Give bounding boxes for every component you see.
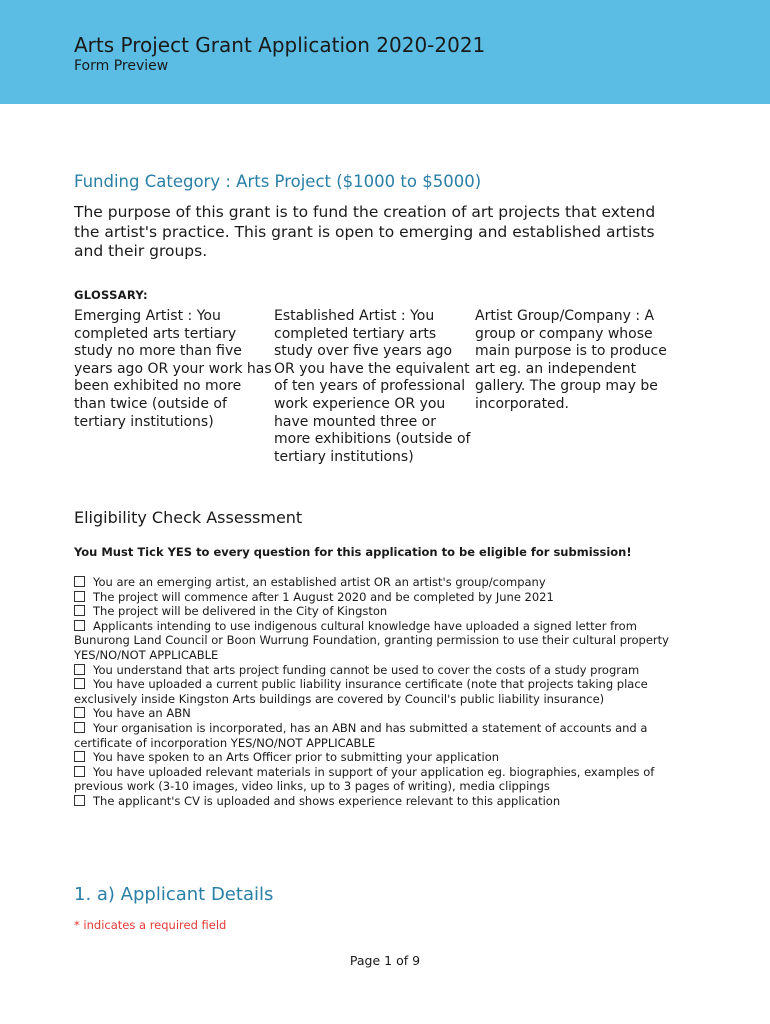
check-label: You understand that arts project funding cannot be used to cover the costs of a study program [93, 662, 640, 677]
check-label: You have an ABN [93, 706, 191, 721]
page-number: Page 1 of 9 [349, 953, 421, 968]
eligibility-check-item [74, 706, 684, 721]
check-label: Applicants intending to use indigenous cultural knowledge have uploaded a signed letter from Bunurong Land Council or Boon Wurrung Foundation, granting permission to use their cultural property YES/NO/NOT APPLICABLE [74, 618, 669, 662]
checkbox-icon[interactable] [74, 795, 85, 806]
checkbox-icon[interactable] [74, 591, 85, 602]
check-label: The project will be delivered in the City of Kingston [93, 604, 388, 619]
check-label: The applicant's CV is uploaded and shows experience relevant to this application [93, 793, 561, 808]
eligibility-title: Eligibility Check Assessment [74, 508, 303, 527]
required-field-note: * indicates a required field [74, 918, 227, 932]
checkbox-icon[interactable] [74, 722, 85, 733]
check-label: You have uploaded relevant materials in support of your application eg. biographies, examples of previous work (3-10 images, video links, up to 3 pages of writing), media clippings [74, 764, 655, 794]
eligibility-check-item [74, 604, 684, 619]
checkbox-icon[interactable] [74, 620, 85, 631]
eligibility-check-item [74, 765, 684, 794]
funding-category-heading: Funding Category : Arts Project ($1000 to $5000) [74, 172, 482, 191]
eligibility-checklist [74, 575, 684, 809]
eligibility-check-item [74, 575, 684, 590]
check-label: Your organisation is incorporated, has an ABN and has submitted a statement of accounts and a certificate of incorporation YES/NO/NOT APPLICABLE [74, 720, 648, 750]
glossary-established-artist: Established Artist : You completed tertiary arts study over five years ago OR you have the equivalent of ten years of professional work experience OR you have mounted three or more exhibitions (outside of tertiary institutions) [274, 308, 471, 465]
glossary-artist-group: Artist Group/Company : A group or company whose main purpose is to produce art eg. an independent gallery. The group may be incorporated. [475, 308, 667, 412]
checkbox-icon[interactable] [74, 576, 85, 587]
form-header [0, 0, 770, 104]
purpose-text: The purpose of this grant is to fund the creation of art projects that extend the artist's practice. This grant is open to emerging and established artists and their groups. [74, 203, 656, 260]
glossary-emerging-artist: Emerging Artist : You completed arts tertiary study no more than five years ago OR your work has been exhibited no more than twice (outside of tertiary institutions) [74, 308, 272, 430]
eligibility-check-item [74, 619, 684, 663]
glossary-label: GLOSSARY: [74, 287, 148, 302]
eligibility-check-item [74, 677, 684, 706]
check-label: You have uploaded a current public liability insurance certificate (note that projects taking place exclusively inside Kingston Arts buildings are covered by Council's public liability insurance) [74, 677, 648, 706]
checkbox-icon[interactable] [74, 664, 85, 675]
check-label: You have spoken to an Arts Officer prior to submitting your application [93, 750, 500, 765]
check-label: You are an emerging artist, an established artist OR an artist's group/company [93, 575, 546, 589]
applicant-details-heading: 1. a) Applicant Details [74, 884, 274, 905]
intro-section [74, 170, 674, 465]
eligibility-check-item [74, 750, 684, 765]
eligibility-check-item [74, 590, 684, 605]
checkbox-icon[interactable] [74, 707, 85, 718]
eligibility-instruction: You Must Tick YES to every question for this application to be eligible for submission! [74, 545, 632, 559]
form-title: Arts Project Grant Application 2020-2021 [74, 33, 486, 57]
checkbox-icon[interactable] [74, 678, 85, 689]
eligibility-check-item [74, 663, 684, 678]
checkbox-icon[interactable] [74, 766, 85, 777]
checkbox-icon[interactable] [74, 605, 85, 616]
checkbox-icon[interactable] [74, 751, 85, 762]
eligibility-check-item [74, 794, 684, 809]
form-subtitle: Form Preview [74, 58, 169, 74]
eligibility-check-item [74, 721, 684, 750]
check-label: The project will commence after 1 August 2020 and be completed by June 2021 [93, 589, 554, 604]
